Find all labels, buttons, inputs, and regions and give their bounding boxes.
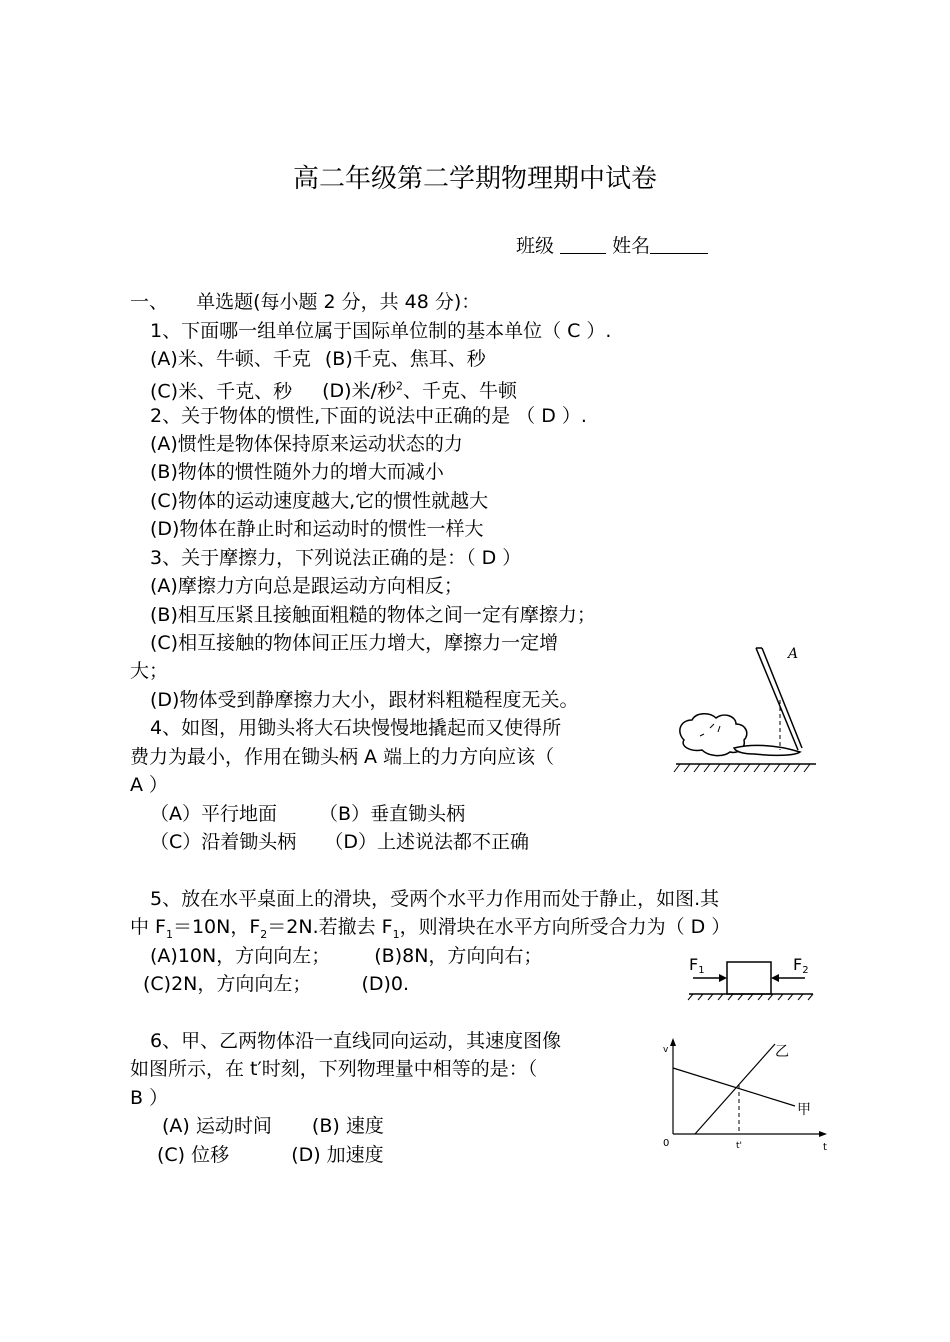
class-name-fields xyxy=(516,232,708,260)
q1-option-c: (C)米、千克、秒 xyxy=(150,380,293,403)
q2-option-d: (D)物体在静止时和运动时的惯性一样大 xyxy=(150,518,484,540)
q6-options-ab xyxy=(162,1112,384,1140)
q6-option-b: (B) 速度 xyxy=(311,1115,384,1137)
q2-option-a: (A)惯性是物体保持原来运动状态的力 xyxy=(150,433,463,455)
name-blank[interactable] xyxy=(650,233,708,254)
q4-options-cd xyxy=(150,828,529,856)
q1-option-b: (B)千克、焦耳、秒 xyxy=(324,348,486,370)
q6-option-d: (D) 加速度 xyxy=(291,1144,384,1166)
q5-option-d: (D)0. xyxy=(361,973,410,995)
q3-option-c-cont: 大； xyxy=(130,660,169,682)
t-axis-arrowhead xyxy=(819,1131,827,1137)
class-blank[interactable] xyxy=(560,233,606,254)
slider-block xyxy=(727,962,771,994)
q4-stem-line1: 4、如图，用锄头将大石块慢慢地撬起而又使得所 xyxy=(150,717,562,739)
q6-option-c: (C) 位移 xyxy=(157,1144,230,1166)
series-yi-label: 乙 xyxy=(775,1044,789,1060)
f2-arrowhead xyxy=(771,974,779,982)
q4-option-c: （C）沿着锄头柄 xyxy=(150,831,297,853)
section-title: 单选题(每小题 2 分，共 48 分)： xyxy=(196,291,481,313)
hoe-handle-line-1 xyxy=(756,648,798,750)
f1-label: F1 xyxy=(689,955,705,976)
hoe-rock-figure xyxy=(670,640,820,775)
q5-stem-line1: 5、放在水平桌面上的滑块，受两个水平力作用而处于静止，如图.其 xyxy=(150,888,720,910)
handle-end-label: A xyxy=(788,646,799,662)
q2-option-b: (B)物体的惯性随外力的增大而减小 xyxy=(150,461,444,483)
q3-option-d: (D)物体受到静摩擦力大小，跟材料粗糙程度无关。 xyxy=(150,689,579,711)
velocity-time-graph xyxy=(655,1030,835,1160)
block-forces-figure xyxy=(685,952,815,1004)
q3-option-c: (C)相互接触的物体间正压力增大，摩擦力一定增 xyxy=(150,632,559,654)
q1-option-d: (D)米/秒$^2$、千克、牛顿 xyxy=(322,380,518,403)
q1-stem: 1、下面哪一组单位属于国际单位制的基本单位（ C ）. xyxy=(150,320,612,342)
q6-option-a: (A) 运动时间 xyxy=(162,1115,272,1137)
q6-stem-line1: 6、甲、乙两物体沿一直线同向运动，其速度图像 xyxy=(150,1030,562,1052)
ground-hatch xyxy=(674,764,810,772)
q6-stem-line2: 如图所示，在 t′时刻，下列物理量中相等的是：（ xyxy=(130,1058,538,1080)
v-axis-label: v xyxy=(663,1045,669,1055)
f2-label: F2 xyxy=(793,955,809,976)
q5-options-cd xyxy=(143,970,409,998)
name-label: 姓名 xyxy=(612,235,651,257)
hoe-handle-line-2 xyxy=(762,648,802,748)
q4-option-a: （A）平行地面 xyxy=(150,803,277,825)
q3-option-b: (B)相互压紧且接触面粗糙的物体之间一定有摩擦力； xyxy=(150,604,596,626)
q4-stem-line2: 费力为最小，作用在锄头柄 A 端上的力方向应该（ xyxy=(130,746,555,768)
q2-option-c: (C)物体的运动速度越大,它的惯性就越大 xyxy=(150,490,489,512)
series-jia-label: 甲 xyxy=(797,1102,811,1118)
q5-stem-line2: 中 $F_1=10N$，$F_2=2N$.若撤去 $F_1$，则滑块在水平方向所受合力为（ D ） xyxy=(130,916,731,941)
q4-option-d: （D）上述说法都不正确 xyxy=(324,831,529,853)
hoe-blade xyxy=(734,745,800,755)
q2-stem: 2、关于物体的惯性,下面的说法中正确的是 （ D ）. xyxy=(150,405,587,427)
series-yi-line xyxy=(695,1044,775,1134)
q1-option-a: (A)米、牛顿、千克 xyxy=(150,348,311,370)
v-axis-arrowhead xyxy=(670,1038,676,1046)
f1-arrowhead xyxy=(719,974,727,982)
q1-options-cd xyxy=(150,373,517,405)
table-hatch xyxy=(688,994,813,1000)
q6-options-cd xyxy=(157,1141,384,1169)
q5-options-ab xyxy=(150,942,542,970)
q3-stem: 3、关于摩擦力，下列说法正确的是：（ D ） xyxy=(150,547,522,569)
q4-options-ab xyxy=(150,800,465,828)
series-jia-line xyxy=(673,1068,795,1106)
q5-option-b: (B)8N，方向向右； xyxy=(374,945,543,967)
section-number: 一、 xyxy=(130,291,169,313)
class-label: 班级 xyxy=(516,235,555,257)
q3-option-a: (A)摩擦力方向总是跟运动方向相反； xyxy=(150,575,463,597)
section-heading xyxy=(130,288,480,316)
page-title: 高二年级第二学期物理期中试卷 xyxy=(292,164,657,194)
q1-options-ab xyxy=(150,345,486,373)
t-prime-label: t' xyxy=(736,1141,743,1151)
q6-stem-line3: B ） xyxy=(130,1087,169,1109)
q5-option-c: (C)2N，方向向左； xyxy=(143,973,312,995)
q4-option-b: （B）垂直锄头柄 xyxy=(319,803,466,825)
t-axis-label: t xyxy=(823,1142,827,1153)
q5-option-a: (A)10N，方向向左； xyxy=(150,945,331,967)
q4-stem-line3: A ） xyxy=(130,774,169,796)
origin-label: 0 xyxy=(663,1138,670,1149)
